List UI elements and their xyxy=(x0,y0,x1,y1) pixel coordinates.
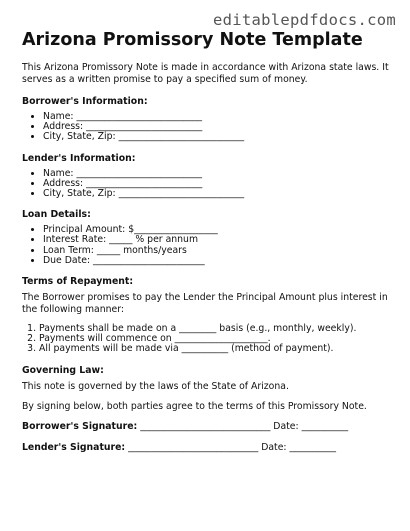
borrower-name: • Name: ___________________________ xyxy=(43,112,392,122)
document-page xyxy=(22,30,392,463)
loan-list xyxy=(22,225,392,266)
repayment-item: 3. All payments will be made via __________ (method of payment). xyxy=(39,344,392,354)
borrower-city: • City, State, Zip: ___________________________ xyxy=(43,132,392,142)
borrower-signature-row xyxy=(22,421,392,433)
lender-name: • Name: ___________________________ xyxy=(43,169,392,179)
loan-term: • Loan Term: _____ months/years xyxy=(43,246,392,256)
repayment-item: 2. Payments will commence on ____________________. xyxy=(39,334,392,344)
loan-heading: Loan Details: xyxy=(22,209,91,221)
borrower-signature-label: Borrower's Signature: xyxy=(22,420,138,432)
borrower-list xyxy=(22,112,392,143)
lender-list xyxy=(22,169,392,200)
lender-city: • City, State, Zip: ___________________________ xyxy=(43,189,392,199)
governing-heading: Governing Law: xyxy=(22,364,104,376)
repayment-heading: Terms of Repayment: xyxy=(22,276,134,288)
lender-signature-line: ____________________________ Date: __________ xyxy=(125,441,336,453)
governing-text: This note is governed by the laws of the State of Arizona. xyxy=(22,380,289,392)
borrower-heading: Borrower's Information: xyxy=(22,96,148,107)
intro-paragraph: This Arizona Promissory Note is made in accordance with Arizona state laws. It serves as a written promise to pay a specified sum of money. xyxy=(22,62,389,85)
borrower-address: • Address: _________________________ xyxy=(43,122,392,132)
lender-address: • Address: _________________________ xyxy=(43,179,392,189)
repayment-item: 1. Payments shall be made on a ________ basis (e.g., monthly, weekly). xyxy=(39,324,392,334)
repayment-list xyxy=(22,324,392,355)
borrower-signature-line: ____________________________ Date: __________ xyxy=(137,420,349,432)
lender-signature-row xyxy=(22,442,392,454)
lender-signature-label: Lender's Signature: xyxy=(22,441,126,453)
loan-interest: • Interest Rate: _____ % per annum xyxy=(43,235,392,245)
repayment-text: The Borrower promises to pay the Lender the Principal Amount plus interest in the following manner: xyxy=(22,292,388,316)
lender-heading: Lender's Information: xyxy=(22,152,136,164)
document-title: Arizona Promissory Note Template xyxy=(22,30,363,50)
loan-due-date: • Due Date: ________________________ xyxy=(43,256,392,266)
loan-principal: • Principal Amount: $__________________ xyxy=(43,225,392,235)
agreement-text: By signing below, both parties agree to the terms of this Promissory Note. xyxy=(22,400,367,412)
watermark: editablepdfdocs.com xyxy=(212,11,396,29)
